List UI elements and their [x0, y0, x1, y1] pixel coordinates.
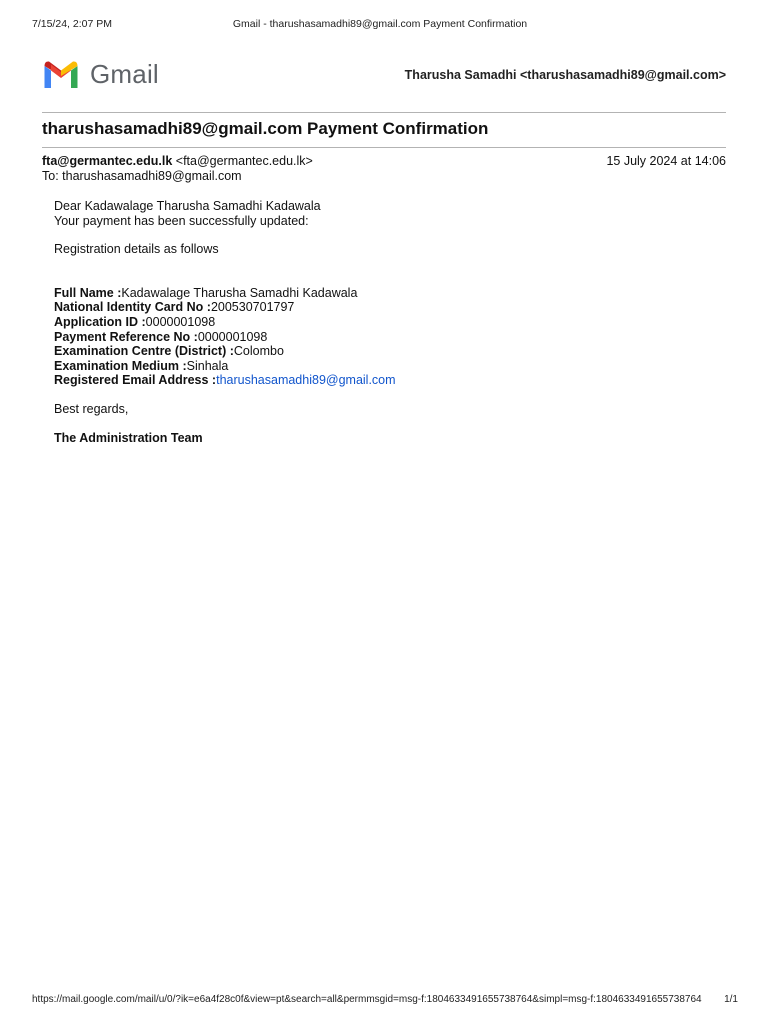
details-heading: Registration details as follows	[54, 242, 219, 257]
greeting: Dear Kadawalage Tharusha Samadhi Kadawala	[54, 199, 321, 213]
gmail-logo	[42, 58, 159, 90]
detail-label: Registered Email Address :	[54, 373, 217, 388]
detail-value: Colombo	[233, 344, 284, 359]
email-subject: tharushasamadhi89@gmail.com Payment Confirmation	[42, 119, 489, 138]
signature: The Administration Team	[54, 430, 203, 445]
detail-label: Full Name :	[54, 285, 122, 300]
account-label: Tharusha Samadhi <tharushasamadhi89@gmail.com>	[404, 68, 726, 82]
detail-nic	[54, 300, 708, 315]
page-number: 1/1	[724, 994, 738, 1005]
detail-value: 0000001098	[197, 329, 268, 344]
detail-label: National Identity Card No :	[54, 300, 211, 315]
divider	[42, 147, 726, 148]
detail-value: Kadawalage Tharusha Samadhi Kadawala	[121, 285, 358, 300]
print-header	[32, 18, 728, 32]
sender-address: fta@germantec.edu.lk	[42, 154, 173, 168]
gmail-wordmark: Gmail	[90, 59, 159, 89]
gmail-m-icon	[42, 60, 80, 89]
detail-label: Examination Centre (District) :	[54, 344, 234, 359]
detail-value: Sinhala	[186, 358, 229, 373]
sender-address-bracket: <fta@germantec.edu.lk>	[175, 154, 313, 168]
gmail-header	[42, 58, 726, 92]
detail-registered-email	[54, 373, 708, 388]
registered-email-link[interactable]: tharushasamadhi89@gmail.com	[216, 373, 396, 388]
recipient-line: To: tharushasamadhi89@gmail.com	[42, 169, 242, 183]
detail-value: 0000001098	[145, 314, 216, 329]
detail-exam-centre	[54, 344, 708, 359]
detail-label: Payment Reference No :	[54, 329, 198, 344]
print-datetime: 7/15/24, 2:07 PM	[32, 18, 112, 30]
email-date: 15 July 2024 at 14:06	[606, 154, 726, 168]
detail-application-id	[54, 315, 708, 330]
email-body	[54, 199, 708, 445]
detail-label: Application ID :	[54, 314, 146, 329]
sender-line	[42, 154, 313, 168]
detail-value: 200530701797	[210, 300, 295, 315]
detail-exam-medium	[54, 359, 708, 374]
intro-text: Your payment has been successfully updated:	[54, 213, 309, 228]
detail-full-name	[54, 286, 708, 301]
divider	[42, 112, 726, 113]
detail-label: Examination Medium :	[54, 358, 187, 373]
print-url: https://mail.google.com/mail/u/0/?ik=e6a4f28c0f&view=pt&search=all&permmsgid=msg-f:1804633491655738764&simpl=msg-f:1804633491655738764	[32, 994, 702, 1005]
print-page-title: Gmail - tharushasamadhi89@gmail.com Payment Confirmation	[232, 18, 528, 30]
detail-payment-reference	[54, 330, 708, 345]
closing: Best regards,	[54, 401, 129, 416]
